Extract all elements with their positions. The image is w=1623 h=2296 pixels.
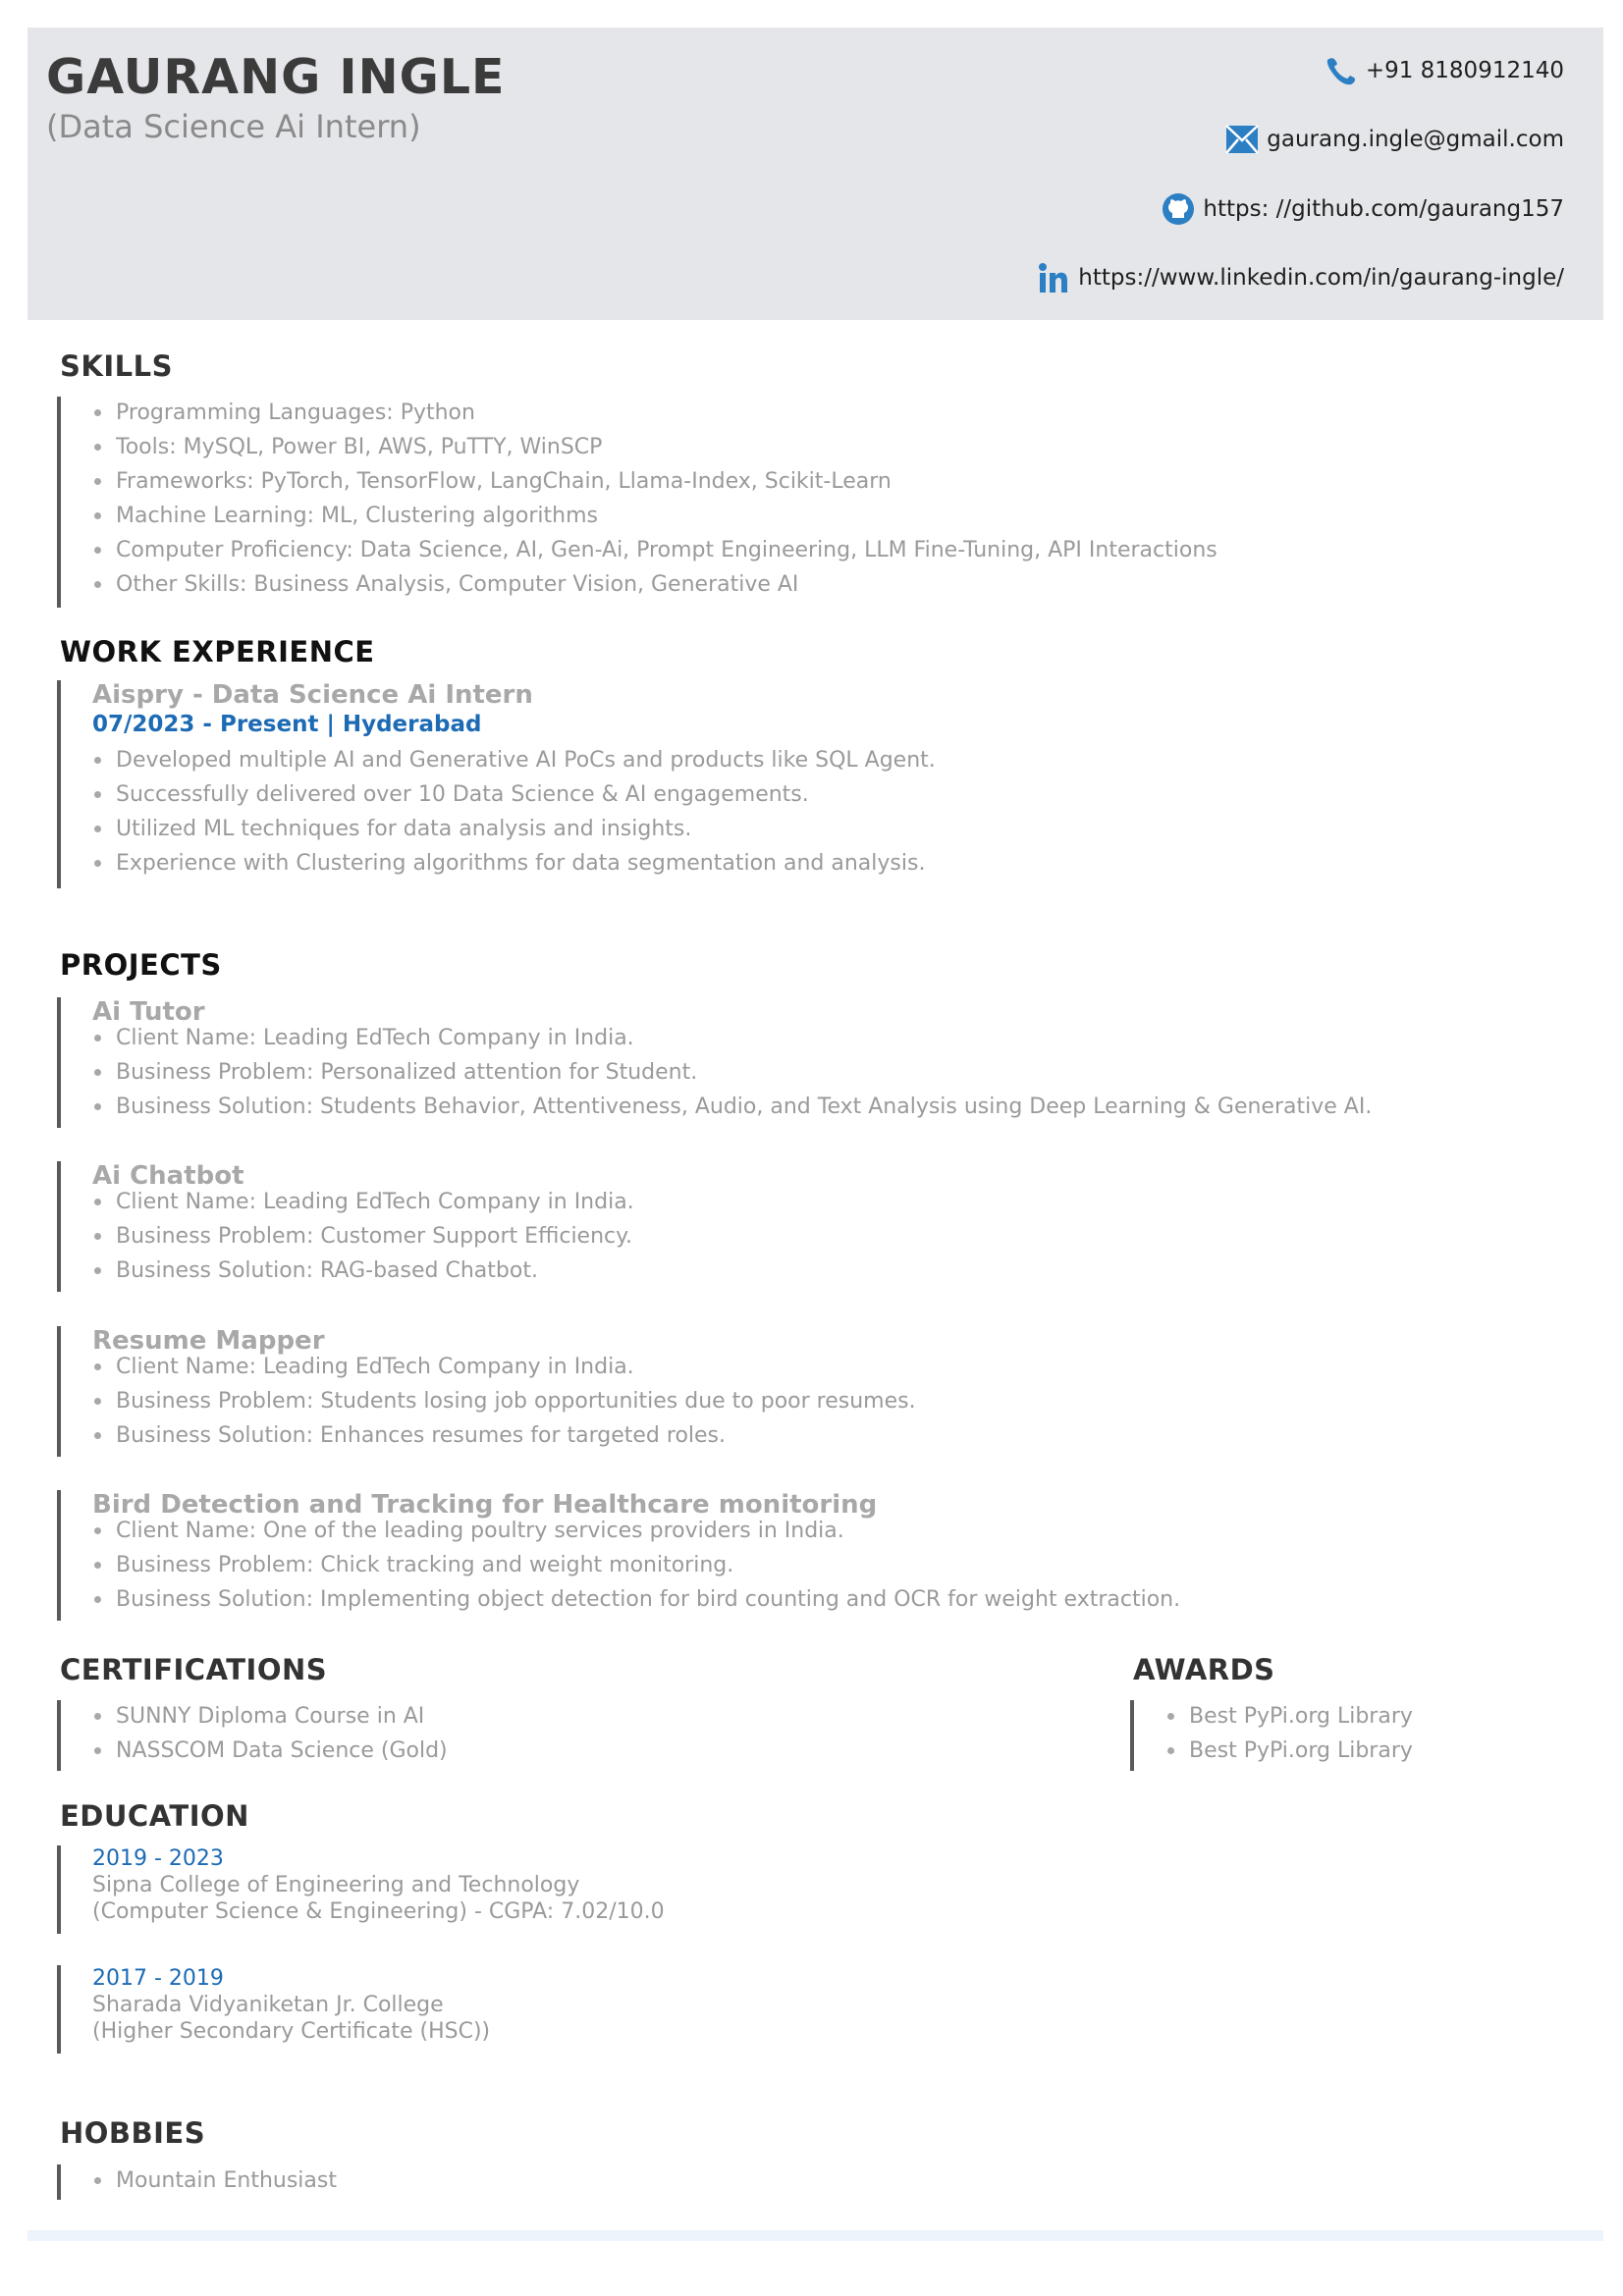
project-entry xyxy=(57,1161,634,1292)
contact-phone[interactable] xyxy=(1325,55,1564,86)
candidate-role: (Data Science Ai Intern) xyxy=(46,108,421,145)
list-item: Mountain Enthusiast xyxy=(61,2163,337,2198)
list-item: Computer Proficiency: Data Science, AI, Gen-Ai, Prompt Engineering, LLM Fine-Tuning, API Interactions xyxy=(61,533,1217,567)
education-school: Sharada Vidyaniketan Jr. College xyxy=(92,1993,444,2017)
list-item: Machine Learning: ML, Clustering algorithms xyxy=(61,499,1217,533)
education-entry xyxy=(57,1965,490,2054)
list-item: Experience with Clustering algorithms for data segmentation and analysis. xyxy=(61,846,936,881)
certifications-heading: CERTIFICATIONS xyxy=(60,1653,328,1686)
resume-header xyxy=(27,27,1603,320)
skills-list xyxy=(61,396,1217,602)
job-bullets xyxy=(61,743,936,881)
certifications-block xyxy=(57,1700,448,1771)
education-years: 2019 - 2023 xyxy=(92,1846,224,1871)
github-link: https: //github.com/gaurang157 xyxy=(1203,196,1564,222)
contact-linkedin[interactable] xyxy=(1037,261,1564,294)
linkedin-icon xyxy=(1037,261,1078,294)
certifications-list xyxy=(61,1699,448,1768)
list-item: SUNNY Diploma Course in AI xyxy=(61,1699,448,1734)
list-item: Business Solution: Implementing object detection for bird counting and OCR for weight extraction. xyxy=(61,1582,1180,1617)
list-item: Other Skills: Business Analysis, Computer Vision, Generative AI xyxy=(61,567,1217,602)
email-text: gaurang.ingle@gmail.com xyxy=(1267,127,1564,152)
hobbies-block xyxy=(57,2164,337,2200)
project-entry xyxy=(57,1326,916,1457)
list-item: Business Problem: Students losing job opportunities due to poor resumes. xyxy=(61,1384,916,1418)
education-entry xyxy=(57,1845,665,1934)
list-item: Frameworks: PyTorch, TensorFlow, LangChain, Llama-Index, Scikit-Learn xyxy=(61,464,1217,499)
job-meta: 07/2023 - Present | Hyderabad xyxy=(92,712,482,737)
list-item: Programming Languages: Python xyxy=(61,396,1217,430)
project-title: Resume Mapper xyxy=(92,1326,325,1356)
contact-github[interactable] xyxy=(1162,192,1564,226)
email-icon xyxy=(1225,124,1267,155)
list-item: Successfully delivered over 10 Data Science & AI engagements. xyxy=(61,777,936,812)
list-item: Best PyPi.org Library xyxy=(1134,1699,1413,1734)
project-bullets xyxy=(61,1350,916,1453)
project-bullets xyxy=(61,1021,1372,1124)
education-years: 2017 - 2019 xyxy=(92,1966,224,1991)
list-item: Business Problem: Chick tracking and weight monitoring. xyxy=(61,1548,1180,1582)
job-title: Aispry - Data Science Ai Intern xyxy=(92,680,533,710)
project-bullets xyxy=(61,1185,634,1288)
experience-heading: WORK EXPERIENCE xyxy=(60,635,375,668)
list-item: Business Solution: RAG-based Chatbot. xyxy=(61,1254,634,1288)
footer-divider xyxy=(27,2230,1603,2241)
contact-email[interactable] xyxy=(1225,124,1564,155)
list-item: Client Name: Leading EdTech Company in India. xyxy=(61,1350,916,1384)
list-item: Business Solution: Enhances resumes for targeted roles. xyxy=(61,1418,916,1453)
candidate-name: GAURANG INGLE xyxy=(46,49,506,105)
education-heading: EDUCATION xyxy=(60,1799,249,1833)
list-item: Client Name: Leading EdTech Company in India. xyxy=(61,1021,1372,1055)
list-item: Client Name: Leading EdTech Company in India. xyxy=(61,1185,634,1219)
list-item: Utilized ML techniques for data analysis and insights. xyxy=(61,812,936,846)
project-entry xyxy=(57,1490,1180,1621)
education-detail: (Computer Science & Engineering) - CGPA: 7.02/10.0 xyxy=(92,1899,665,1924)
project-title: Ai Chatbot xyxy=(92,1161,244,1191)
project-title: Ai Tutor xyxy=(92,997,205,1027)
linkedin-link: https://www.linkedin.com/in/gaurang-ingle/ xyxy=(1078,265,1564,291)
list-item: Developed multiple AI and Generative AI PoCs and products like SQL Agent. xyxy=(61,743,936,777)
awards-heading: AWARDS xyxy=(1133,1653,1275,1686)
list-item: NASSCOM Data Science (Gold) xyxy=(61,1734,448,1768)
projects-heading: PROJECTS xyxy=(60,948,222,982)
hobbies-list xyxy=(61,2163,337,2198)
phone-icon xyxy=(1325,55,1366,86)
education-detail: (Higher Secondary Certificate (HSC)) xyxy=(92,2019,491,2044)
education-school: Sipna College of Engineering and Technology xyxy=(92,1873,580,1897)
list-item: Best PyPi.org Library xyxy=(1134,1734,1413,1768)
github-icon xyxy=(1162,192,1203,226)
project-entry xyxy=(57,997,1372,1128)
job-entry xyxy=(57,680,936,888)
list-item: Client Name: One of the leading poultry services providers in India. xyxy=(61,1514,1180,1548)
list-item: Business Problem: Personalized attention for Student. xyxy=(61,1055,1372,1090)
phone-text: +91 8180912140 xyxy=(1365,58,1564,83)
hobbies-heading: HOBBIES xyxy=(60,2116,206,2150)
skills-block xyxy=(57,397,1217,608)
project-title: Bird Detection and Tracking for Healthcare monitoring xyxy=(92,1490,878,1520)
awards-block xyxy=(1130,1700,1413,1771)
awards-list xyxy=(1134,1699,1413,1768)
list-item: Business Problem: Customer Support Efficiency. xyxy=(61,1219,634,1254)
list-item: Business Solution: Students Behavior, Attentiveness, Audio, and Text Analysis using Deep Learning & Generative AI. xyxy=(61,1090,1372,1124)
project-bullets xyxy=(61,1514,1180,1617)
skills-heading: SKILLS xyxy=(60,349,173,383)
list-item: Tools: MySQL, Power BI, AWS, PuTTY, WinSCP xyxy=(61,430,1217,464)
